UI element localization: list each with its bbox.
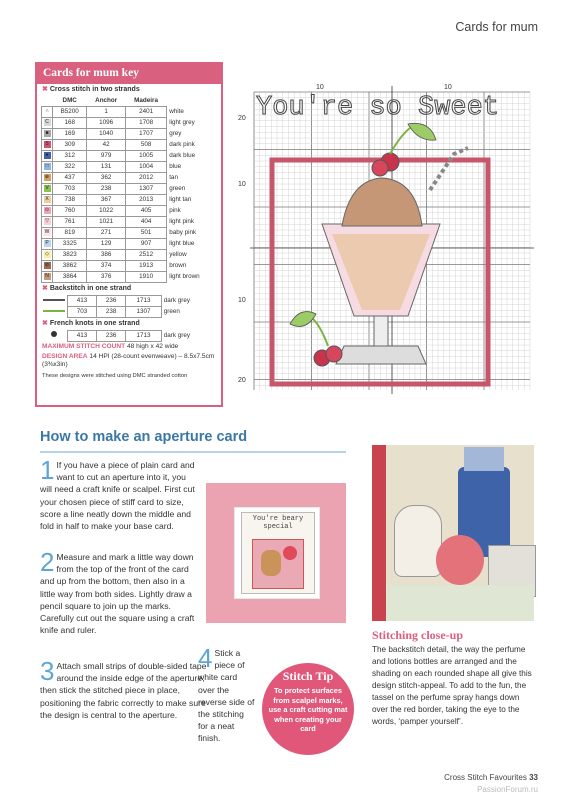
key-row: ⊙ 760 1022 405 pink [42,206,219,217]
key-row: ∩ B5200 1 2401 white [42,107,219,118]
symbol-swatch: P [45,239,49,246]
key-row: ⊕ 437 362 2012 tan [42,173,219,184]
perfume-bottle-icon [394,505,442,577]
symbol-swatch: ● [45,151,49,158]
key-title: Cards for mum key [37,64,221,84]
step-1: 1 If you have a piece of plain card and want to cut an aperture into it, you will need a craft knife or scalpel. First cut your chosen piece of stiff card to size, score a line neatly down the middle and fold in half to make your base card. [40,455,195,532]
key-row: ● 312 979 1005 dark blue [42,151,219,162]
ice-cream-scoop [342,178,422,226]
chart-left-label: 10 [238,181,246,188]
symbol-swatch: V [45,184,49,191]
french-knot-swatch [51,331,57,337]
chart-key [35,62,223,407]
symbol-swatch: ⊙ [44,206,50,213]
stitch-tip [262,663,354,755]
key-row: ⊘ 3862 374 1913 brown [42,261,219,272]
chart-grid [240,84,540,396]
key-row: ◇ 3823 386 2512 yellow [42,250,219,261]
closeup-photo [372,445,534,621]
key-row: V 703 238 1307 green [42,184,219,195]
key-row: 413 236 1713 dark grey [41,296,219,307]
cross-stitch-heading: ✖ Cross stitch in two strands [42,86,140,93]
glass-base [336,346,426,364]
key-row: C 168 1096 1708 light grey [42,118,219,129]
straw-icon [430,148,468,190]
card-photo [206,483,346,623]
closeup-text: The backstitch detail, the way the perfume and lotions bottles are arranged and the shading on each rounded shape all give this design stitch-appeal. To add to the fun, the tassel on the perfume spray hangs down over the red border, taking the eye to the words, ‘pamper yourself’. [372,645,532,726]
key-row: P 3325 129 907 light blue [42,239,219,250]
cross-stitch-chart [240,84,540,396]
french-knots-table [41,330,219,342]
backstitch-swatch [43,299,65,301]
symbol-swatch: ⊘ [44,261,50,268]
key-row: 703 238 1307 green [41,307,219,318]
symbol-swatch: ◇ [45,250,49,257]
symbol-swatch: W [44,228,50,235]
bear-icon [261,550,281,576]
stitch-count: MAXIMUM STITCH COUNT 48 high x 42 wide [42,343,179,350]
page-footer: Cross Stitch Favourites 33 [444,773,538,782]
column-header: Madeira [134,97,158,104]
key-row: N 3864 376 1910 light brown [42,272,219,283]
key-row: ■ 169 1040 1707 grey [42,129,219,140]
flower-icon [283,546,297,560]
key-row: S 309 42 508 dark pink [42,140,219,151]
key-row: X 738 367 2013 light tan [42,195,219,206]
card-text: You're beary special [252,515,304,531]
symbol-swatch: N [45,272,49,279]
symbol-swatch: S [45,140,49,147]
french-knots-heading: ✖ French knots in one strand [42,320,140,327]
card-design [252,539,304,589]
column-header: DMC [62,97,77,104]
glass-stem [374,316,388,346]
section-title: Cards for mum [455,20,538,34]
symbol-swatch: C [45,118,49,125]
chart-left-label: 20 [238,377,246,384]
howto-title: How to make an aperture card [40,429,248,445]
key-note: These designs were stitched using DMC stranded cotton [42,373,188,379]
chart-left-label: 20 [238,115,246,122]
symbol-swatch: □ [45,162,49,169]
chart-text: You're so Sweet [256,93,500,123]
step-4: 4 Stick a piece of white card over the reverse side of the stitching for a neat finish. [198,643,255,744]
chart-top-label: 10 [444,84,452,91]
backstitch-swatch [43,310,65,312]
backstitch-table [41,295,219,318]
key-row: 413 236 1713 dark grey [41,331,219,342]
tip-text: To protect surfaces from scalpel marks, use a craft cutting mat when creating your card [268,686,348,733]
symbol-swatch: X [45,195,49,202]
key-row: □ 322 131 1004 blue [42,162,219,173]
backstitch-heading: ✖ Backstitch in one strand [42,285,132,292]
tip-title: Stitch Tip [282,669,334,683]
symbol-swatch: ⊕ [44,173,50,180]
key-table [41,96,219,283]
column-header: Anchor [95,97,118,104]
symbol-swatch: ▽ [45,217,49,224]
key-row: W 819 271 501 baby pink [42,228,219,239]
symbol-swatch: ■ [45,129,49,136]
chart-left-label: 10 [238,297,246,304]
symbol-swatch: ∩ [45,107,49,114]
closeup-title: Stitching close-up [372,628,464,642]
watermark: PassionForum.ru [477,785,538,794]
leaf-icon [408,123,436,140]
step-3: 3 Attach small strips of double-sided tape around the inside edge of the aperture, then stick the stitched piece in place, positioning the fabric correctly to make sure the design is central to the aperture. [40,656,207,720]
design-area: DESIGN AREA 14 HPI (28-count evenweave) – 8.5x7.5cm (3⅜x3in) [42,353,215,368]
key-row: ▽ 761 1021 404 light pink [42,217,219,228]
divider [40,451,346,453]
chart-top-label: 10 [316,84,324,91]
step-2: 2 Measure and mark a little way down from the top of the front of the card and up from the bottom, then also in a little way from both sides. Lightly draw a pencil square to join up the marks. Carefully cut out the square using a craft knife and ruler. [40,547,195,636]
